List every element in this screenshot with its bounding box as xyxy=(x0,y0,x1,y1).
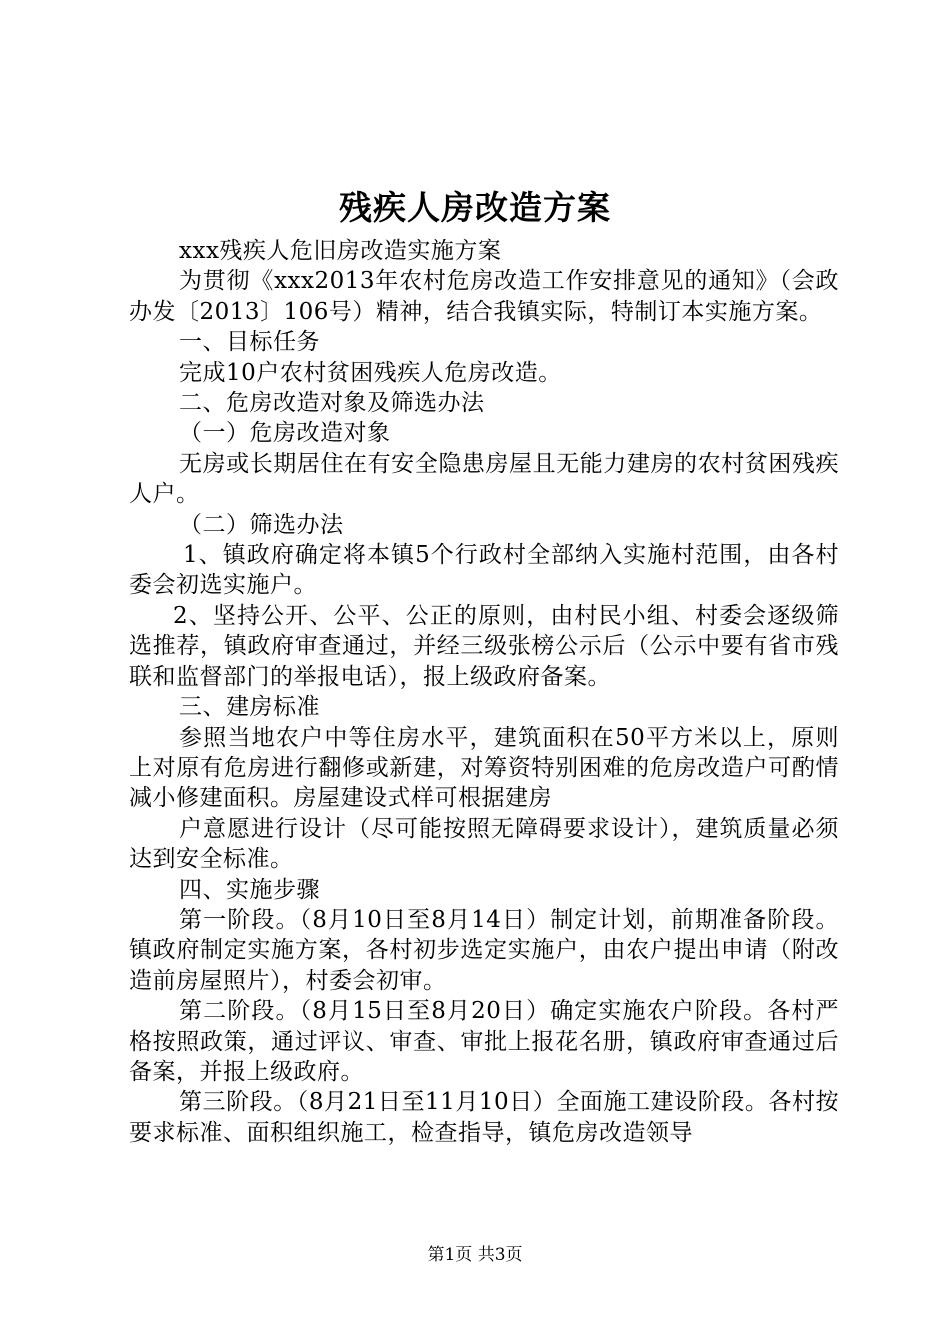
heading-section-3: 三、建房标准 xyxy=(179,694,320,721)
page-footer xyxy=(0,1244,950,1266)
page-total: 共3页 xyxy=(477,1245,523,1265)
heading-section-4: 四、实施步骤 xyxy=(179,876,320,903)
document-title: 残疾人房改造方案 xyxy=(339,188,611,227)
heading-section-1: 一、目标任务 xyxy=(179,329,320,356)
paragraph-target: 无房或长期居住在有安全隐患房屋且无能力建房的农村贫困残疾人户。 xyxy=(129,450,839,508)
paragraph-screening-1: 1、镇政府确定将本镇5个行政村全部纳入实施村范围，由各村委会初选实施户。 xyxy=(129,542,839,599)
paragraph-standard-cont: 户意愿进行设计（尽可能按照无障碍要求设计），建筑质量必须达到安全标准。 xyxy=(129,815,839,873)
paragraph-stage-2: 第二阶段。（8月15日至8月20日）确定实施农户阶段。各村严格按照政策，通过评议、审查、审批上报花名册，镇政府审查通过后备案，并报上级政府。 xyxy=(129,998,839,1085)
paragraph-stage-1: 第一阶段。（8月10日至8月14日）制定计划，前期准备阶段。镇政府制定实施方案，各村初步选定实施户，由农户提出申请（附改造前房屋照片），村委会初审。 xyxy=(129,906,839,994)
paragraph-standard: 参照当地农户中等住房水平，建筑面积在50平方米以上，原则上对原有危房进行翻修或新建，对筹资特别困难的危房改造户可酌情减小修建面积。房屋建设式样可根据建房 xyxy=(129,724,839,812)
heading-subsection-2: （二）筛选办法 xyxy=(179,511,344,538)
paragraph-intro: 为贯彻《xxx2013年农村危房改造工作安排意见的通知》（会政办发〔2013〕106号）精神，结合我镇实际，特制订本实施方案。 xyxy=(129,268,839,325)
paragraph-subtitle: xxx残疾人危旧房改造实施方案 xyxy=(179,238,502,264)
paragraph-screening-2: 2、坚持公开、公平、公正的原则，由村民小组、村委会逐级筛选推荐，镇政府审查通过，并经三级张榜公示后（公示中要有省市残联和监督部门的举报电话），报上级政府备案。 xyxy=(129,602,839,690)
paragraph-goal: 完成10户农村贫困残疾人危房改造。 xyxy=(179,359,562,386)
heading-section-2: 二、危房改造对象及筛选办法 xyxy=(179,390,485,417)
heading-subsection-1: （一）危房改造对象 xyxy=(179,420,391,447)
page-number: 第1页 xyxy=(427,1245,473,1265)
paragraph-stage-3: 第三阶段。（8月21日至11月10日）全面施工建设阶段。各村按要求标准、面积组织施工，检查指导，镇危房改造领导 xyxy=(129,1089,839,1146)
document-body xyxy=(129,236,839,1148)
